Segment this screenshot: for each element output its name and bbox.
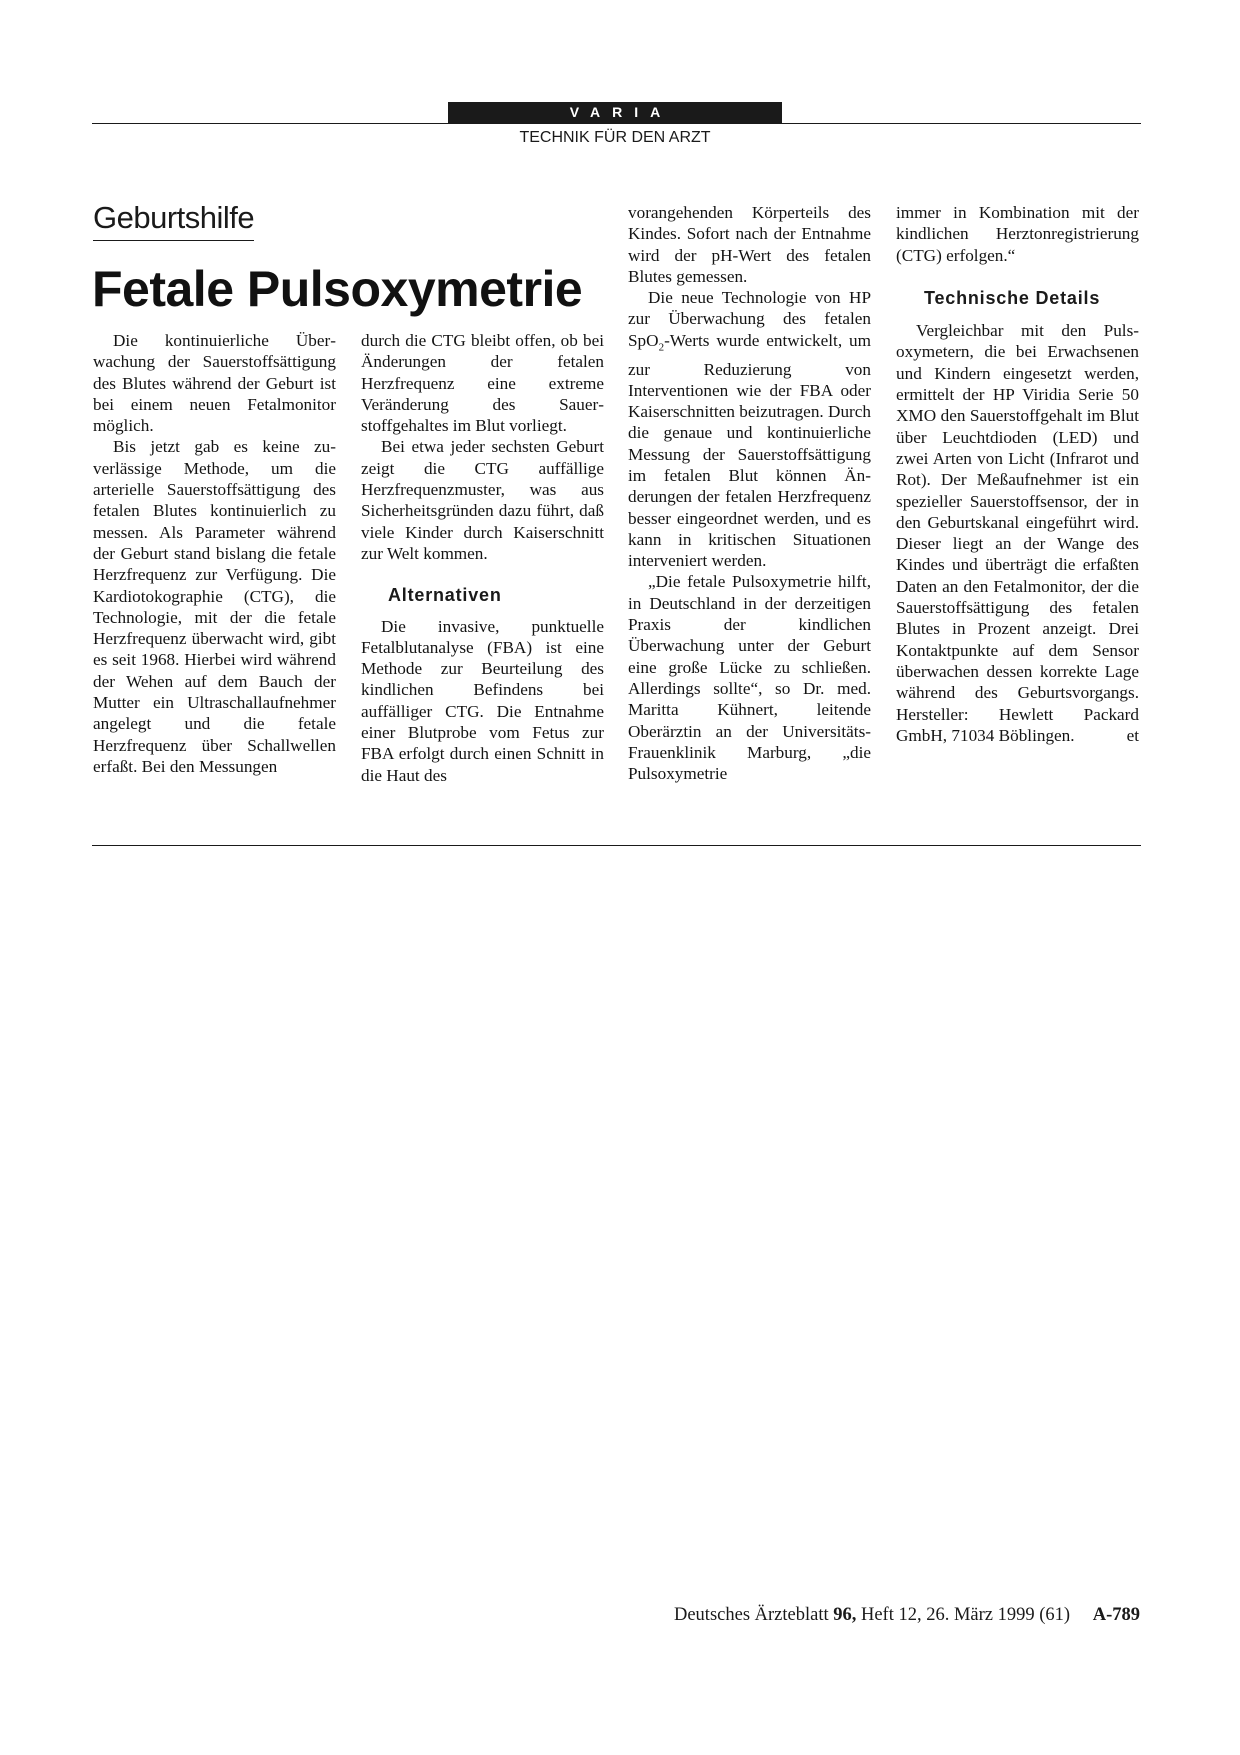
article-kicker: Geburtshilfe xyxy=(93,198,254,241)
section-heading-technische-details: Technische Details xyxy=(924,287,1101,308)
subscript: 2 xyxy=(658,341,665,354)
paragraph-part: Die neue Technologie von HP zur Überwachung des fetalen SpO xyxy=(628,288,871,350)
paragraph-text: Vergleichbar mit den Pulsoxymetern, die bei Erwachsenen und Kindern eingesetzt werden, ermittelt der HP Viridia Serie 50 XMO den Sauerstoffgehalt im Blut über Leuchtdioden (LED) und zwei Arten von Licht (Infrarot und Rot). Der Meßaufnehmer ist ein spezieller Sauerstoffsensor, der in den Geburtskanal eingeführt wird. Dieser liegt an der Wange des Kindes und überträgt die erfaßten Daten an den Fetalmonitor, der die Sauerstoffsättigung des fetalen Blutes in Prozent anzeigt. Drei Kontaktpunkte auf dem Sensor überwachen dessen korrekte Lage während des Geburtsvorgangs. Hersteller: Hewlett Packard GmbH, 71034 Böblingen. xyxy=(896,321,1139,745)
header-rule xyxy=(92,123,1141,124)
text-column-3 xyxy=(628,202,871,784)
journal-name: Deutsches Ärzteblatt xyxy=(673,1605,829,1625)
paragraph xyxy=(628,287,871,571)
paragraph: Die kontinuierliche Überwachung der Sauerstoffsättigung des Blutes während der Geburt ist bei einem neuen Fetalmonitor möglich. xyxy=(93,331,336,436)
text-column-4 xyxy=(896,202,1139,746)
paragraph: vorangehenden Körperteils des Kindes. Sofort nach der Entnahme wird der pH-Wert des fetalen Blutes gemessen. xyxy=(628,203,871,286)
author-initials: et xyxy=(1126,725,1139,745)
page-footer xyxy=(674,1605,1140,1626)
paragraph: immer in Kombination mit der kindlichen Herztonregistrierung (CTG) erfolgen.“ xyxy=(896,203,1139,265)
paragraph: durch die CTG bleibt offen, ob bei Änderungen der fetalen Herzfrequenz eine extreme Veränderung des Sauerstoffgehaltes im Blut vorliegt. xyxy=(361,331,604,436)
paragraph: „Die fetale Pulsoxymetrie hilft, in Deutschland in der derzeitigen Praxis der kindlichen Überwachung unter der Geburt eine große Lücke zu schließen. Allerdings sollte“, so Dr. med. Maritta Kühnert, leitende Oberärztin an der Universitäts-Frauenklinik Marburg, „die Pulsoxymetrie xyxy=(628,572,871,784)
paragraph-part: -Werts wurde entwickelt, um zur Reduzierung von Interventionen wie der FBA oder Kaiserschnitten beizutragen. Durch die genaue und kontinuierliche Messung der Sauerstoffsättigung im fetalen Blut können Änderungen der fetalen Herzfrequenz besser eingeordnet werden, und es kann in kritischen Situationen interveniert werden. xyxy=(628,330,871,571)
paragraph xyxy=(896,320,1139,746)
paragraph: Die invasive, punktuelle Fetalblutanalyse (FBA) ist eine Methode zur Beurteilung des kindlichen Befindens bei auffälliger CTG. Die Entnahme einer Blutprobe vom Fetus zur FBA erfolgt durch einen Schnitt in die Haut des xyxy=(361,616,604,785)
issue-info: Heft 12, 26. März 1999 (61) xyxy=(860,1605,1071,1625)
section-heading-alternativen: Alternativen xyxy=(388,585,502,606)
paragraph: Bei etwa jeder sechsten Geburt zeigt die CTG auffällige Herzfrequenzmuster, was aus Sicherheitsgründen dazu führt, daß viele Kinder durch Kaiserschnitt zur Welt kommen. xyxy=(361,437,604,563)
article-end-rule xyxy=(92,845,1141,846)
journal-volume: 96, xyxy=(833,1605,857,1625)
section-label: VARIA xyxy=(448,102,782,123)
page-number: A-789 xyxy=(1092,1605,1140,1625)
article-title: Fetale Pulsoxymetrie xyxy=(92,261,583,317)
text-column-1 xyxy=(93,330,336,777)
text-column-2 xyxy=(361,330,604,786)
subsection-label: TECHNIK FÜR DEN ARZT xyxy=(519,129,711,146)
paragraph: Bis jetzt gab es keine zuverlässige Methode, um die arterielle Sauerstoffsättigung des fetalen Blutes kontinuierlich zu messen. Als Parameter während der Geburt stand bislang die fetale Herzfrequenz zur Verfügung. Die Kardiotokographie (CTG), die Technologie, mit der die fetale Herzfrequenz überwacht wird, gibt es seit 1968. Hierbei wird während der Wehen auf dem Bauch der Mutter ein Ultraschallaufnehmer angelegt und die fetale Herzfrequenz über Schallwellen erfaßt. Bei den Messungen xyxy=(93,437,336,776)
